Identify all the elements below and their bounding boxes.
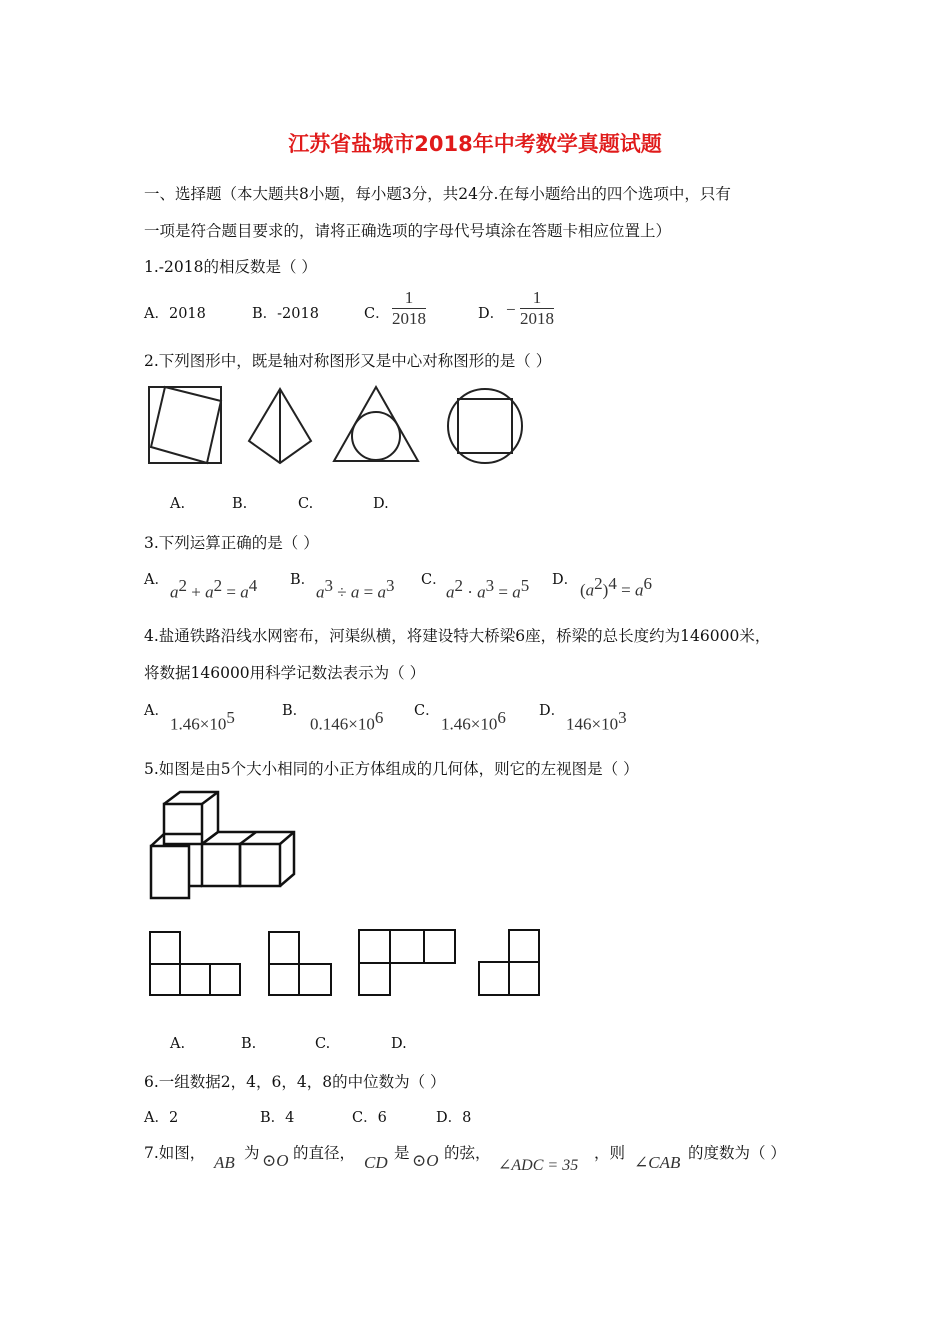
q7-then: ，则: [594, 1144, 626, 1162]
q3-c-term2: a: [477, 582, 486, 602]
page-title: 江苏省盐城市2018年中考数学真题试题: [288, 132, 662, 156]
q5-label-a: A.: [170, 1036, 186, 1052]
q3-d-exp1: 2: [594, 574, 603, 593]
q3-a-term1: a: [170, 582, 179, 602]
q3-b-op: ÷: [333, 582, 351, 602]
q5-label-c: C.: [315, 1036, 331, 1052]
q1-c-numerator: 1: [392, 288, 426, 309]
q3-c-term3: a: [512, 582, 521, 602]
q2-label-a: A.: [170, 496, 186, 512]
q5-option-d-view: [479, 930, 539, 995]
q3-stem: 3.下列运算正确的是（ ）: [144, 534, 319, 552]
q7-is1: 为: [244, 1144, 260, 1162]
q5-label-d: D.: [391, 1036, 407, 1052]
q6-option-c: C．6: [352, 1110, 387, 1126]
q3-a-plus: +: [187, 582, 206, 602]
q3-d-eq: =: [616, 580, 635, 600]
q3-a-eq: =: [222, 582, 241, 602]
q6-stem: 6.一组数据2，4，6，4，8的中位数为（ ）: [144, 1073, 446, 1091]
q4-c-mantissa: 1.46×10: [441, 714, 498, 734]
q7-circle-o-2: ⊙O: [412, 1151, 439, 1170]
q4-a-exponent: 5: [226, 708, 235, 727]
q3-option-d-expr: [580, 574, 652, 600]
q1-c-denominator: 2018: [392, 309, 426, 328]
q3-d-exp2: 4: [608, 574, 617, 593]
q3-a-term2: a: [205, 582, 214, 602]
q4-option-c: [441, 708, 506, 734]
q3-b-term2: a: [350, 582, 360, 602]
q4-option-d: [566, 708, 627, 734]
q2-label-b: B.: [232, 496, 248, 512]
q4-d-mantissa: 146×10: [566, 714, 619, 734]
q4-label-b: B．: [282, 703, 308, 719]
q3-c-exp1: 2: [454, 576, 463, 595]
q6-option-b: B．4: [260, 1110, 295, 1126]
q3-d-lparen: (: [580, 580, 586, 600]
q7-angle-adc: ∠ADC = 35: [498, 1157, 579, 1174]
q3-b-eq: =: [359, 582, 378, 602]
q7-chord-text: 的弦，: [444, 1144, 491, 1162]
q1-d-denominator: 2018: [520, 309, 554, 328]
q7-circle-o-1: ⊙O: [262, 1151, 289, 1170]
q4-b-exponent: 6: [374, 708, 384, 727]
q5-options-figures: [146, 928, 546, 1000]
q3-c-exp2: 3: [485, 576, 495, 595]
q5-option-a-view: [150, 932, 240, 995]
q4-d-exponent: 3: [618, 708, 627, 727]
q6-option-d: D．8: [436, 1110, 472, 1126]
q7-segment-cd: CD: [364, 1153, 388, 1172]
q6-option-a: A．2: [144, 1110, 179, 1126]
q3-label-a: A．: [144, 572, 169, 588]
q3-c-eq: =: [494, 582, 513, 602]
q4-stem-line2: 将数据146000用科学记数法表示为（ ）: [144, 664, 426, 682]
q3-d-rparen: ): [602, 580, 609, 600]
q1-option-c-label: C．: [364, 306, 390, 322]
q1-option-d-label: D．: [478, 306, 505, 322]
q4-option-a: [170, 708, 235, 734]
q2-label-c: C.: [298, 496, 314, 512]
q2-figure-b-pyramid: [249, 389, 311, 463]
q3-b-term3: a: [377, 582, 386, 602]
q3-label-b: B．: [290, 572, 316, 588]
q5-stem: 5.如图是由5个大小相同的小正方体组成的几何体，则它的左视图是（ ）: [144, 760, 639, 778]
q3-d-term2: a: [634, 580, 644, 600]
q3-a-term3: a: [240, 582, 249, 602]
q1-option-b: B．-2018: [252, 306, 319, 322]
q3-b-exp1: 3: [324, 576, 333, 595]
q4-a-mantissa: 1.46×10: [170, 714, 227, 734]
q1-option-c-fraction: [392, 288, 426, 329]
q7-segment-ab: AB: [214, 1153, 235, 1172]
section-header-line1: 一、选择题（本大题共8小题，每小题3分，共24分.在每小题给出的四个选项中，只有: [144, 185, 731, 203]
q1-d-numerator: 1: [520, 288, 554, 309]
q3-c-term1: a: [446, 582, 455, 602]
q2-figures: [145, 383, 545, 469]
q4-stem-line1: 4.盐通铁路沿线水网密布，河渠纵横，将建设特大桥梁6座，桥梁的总长度约为146000米，: [144, 627, 771, 645]
q3-d-term1: a: [585, 580, 595, 600]
q1-d-sign: −: [506, 300, 516, 319]
q1-option-d-fraction: [520, 288, 554, 329]
q3-c-exp3: 5: [520, 576, 530, 595]
q4-label-d: D．: [539, 703, 566, 719]
q5-label-b: B.: [241, 1036, 257, 1052]
q3-a-exp2: 2: [213, 576, 223, 595]
q4-b-mantissa: 0.146×10: [310, 714, 375, 734]
q7-angle-cab: ∠CAB: [634, 1153, 681, 1172]
q7-is2: 是: [394, 1144, 410, 1162]
q3-a-exp1: 2: [178, 576, 187, 595]
q1-option-a: A．2018: [144, 306, 206, 322]
q2-label-d: D.: [373, 496, 389, 512]
q2-figure-a-square-in-square: [149, 387, 221, 463]
q3-d-exp3: 6: [643, 574, 652, 593]
q3-a-exp3: 4: [248, 576, 258, 595]
q3-option-b-expr: [316, 576, 394, 602]
q7-prefix: 7.如图，: [144, 1144, 206, 1162]
q3-c-op: ·: [463, 582, 478, 602]
q4-c-exponent: 6: [497, 708, 506, 727]
q2-figure-c-circle-in-triangle: [334, 387, 418, 461]
q2-stem: 2.下列图形中，既是轴对称图形又是中心对称图形的是（ ）: [144, 352, 552, 370]
q4-label-a: A．: [144, 703, 169, 719]
q3-b-exp2: 3: [385, 576, 395, 595]
section-header-line2: 一项是符合题目要求的，请将正确选项的字母代号填涂在答题卡相应位置上）: [144, 222, 672, 240]
q1-stem: 1.-2018的相反数是（ ）: [144, 258, 317, 276]
q3-label-d: D．: [552, 572, 579, 588]
q5-solid-figure: [146, 788, 298, 900]
q5-option-c-view: [359, 930, 455, 995]
q3-label-c: C．: [421, 572, 447, 588]
q5-option-b-view: [269, 932, 331, 995]
q4-label-c: C．: [414, 703, 440, 719]
q3-option-c-expr: [446, 576, 529, 602]
q7-tail: 的度数为（ ）: [688, 1144, 786, 1162]
q3-b-term1: a: [316, 582, 325, 602]
q7-diameter-text: 的直径，: [293, 1144, 356, 1162]
q3-option-a-expr: [170, 576, 257, 602]
q2-figure-d-square-in-circle: [448, 389, 522, 463]
q4-option-b: [310, 708, 383, 734]
